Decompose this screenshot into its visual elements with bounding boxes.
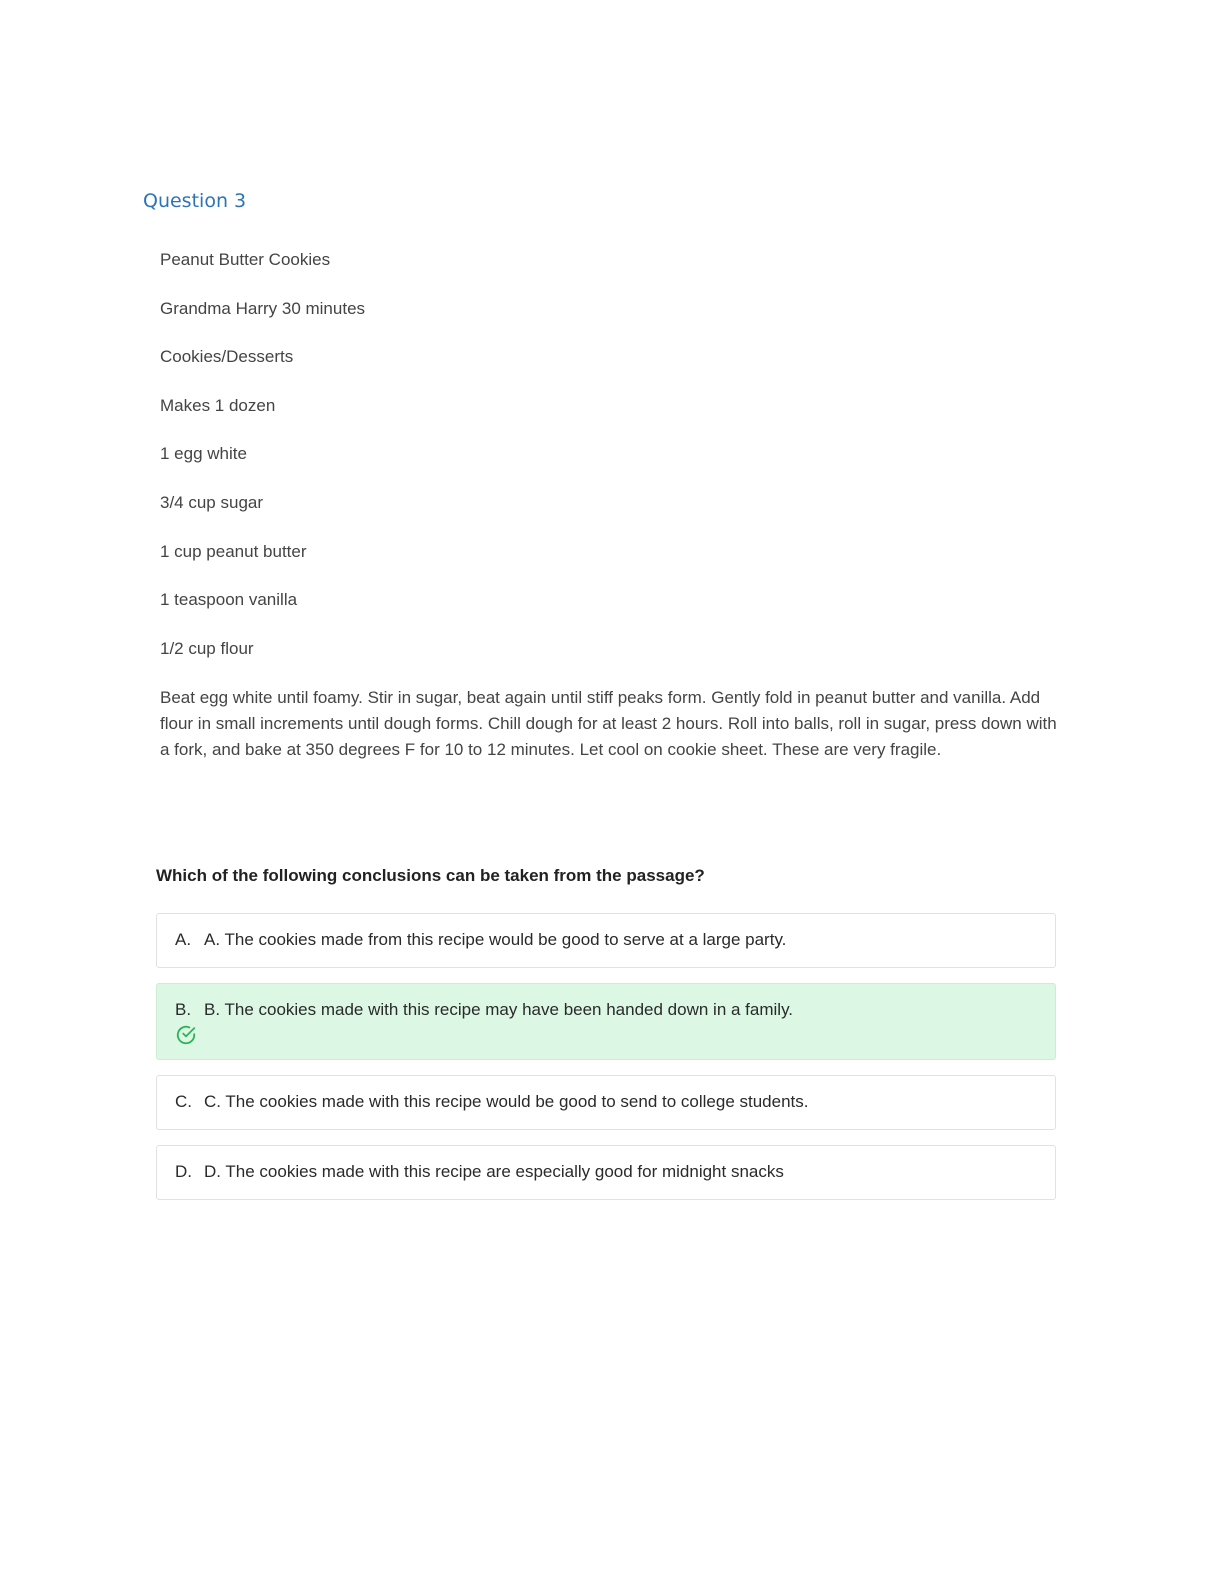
answer-option-c[interactable]	[156, 1075, 1056, 1130]
ingredient-item: 1 cup peanut butter	[160, 541, 307, 561]
recipe-category: Cookies/Desserts	[160, 347, 294, 367]
answer-option-d[interactable]	[156, 1145, 1056, 1200]
recipe-directions: Beat egg white until foamy. Stir in sugar, beat again until stiff peaks form. Gently fold in peanut butter and vanilla. Add flour in small increments until dough forms. Chill dough for at least 2 hours. Roll into balls, roll in sugar, press down with a fork, and bake at 350 degrees F for 10 to 12 minutes. Let cool on cookie sheet. These are very fragile.	[160, 688, 1057, 760]
answer-options	[156, 913, 1056, 1215]
passage	[160, 248, 1060, 763]
question-heading: Question 3	[143, 190, 247, 212]
recipe-author-time: Grandma Harry 30 minutes	[160, 298, 366, 318]
check-circle-icon	[175, 1024, 197, 1046]
recipe-title: Peanut Butter Cookies	[160, 250, 331, 269]
option-text: C. The cookies made with this recipe would be good to send to college students.	[204, 1092, 809, 1111]
question-prompt: Which of the following conclusions can be taken from the passage?	[156, 866, 705, 885]
answer-option-a[interactable]	[156, 913, 1056, 968]
ingredient-item: 1/2 cup flour	[160, 638, 254, 658]
option-letter: B.	[175, 1000, 192, 1019]
option-text: B. The cookies made with this recipe may have been handed down in a family.	[204, 1000, 794, 1019]
option-text: D. The cookies made with this recipe are especially good for midnight snacks	[204, 1162, 784, 1181]
ingredient-item: 3/4 cup sugar	[160, 492, 264, 512]
option-letter: A.	[175, 930, 192, 949]
answer-option-b[interactable]	[156, 983, 1056, 1060]
ingredient-item: 1 egg white	[160, 444, 247, 464]
ingredient-item: 1 teaspoon vanilla	[160, 590, 298, 610]
option-letter: C.	[175, 1092, 192, 1111]
recipe-yield: Makes 1 dozen	[160, 395, 276, 415]
option-text: A. The cookies made from this recipe would be good to serve at a large party.	[204, 930, 787, 949]
option-letter: D.	[175, 1162, 192, 1181]
